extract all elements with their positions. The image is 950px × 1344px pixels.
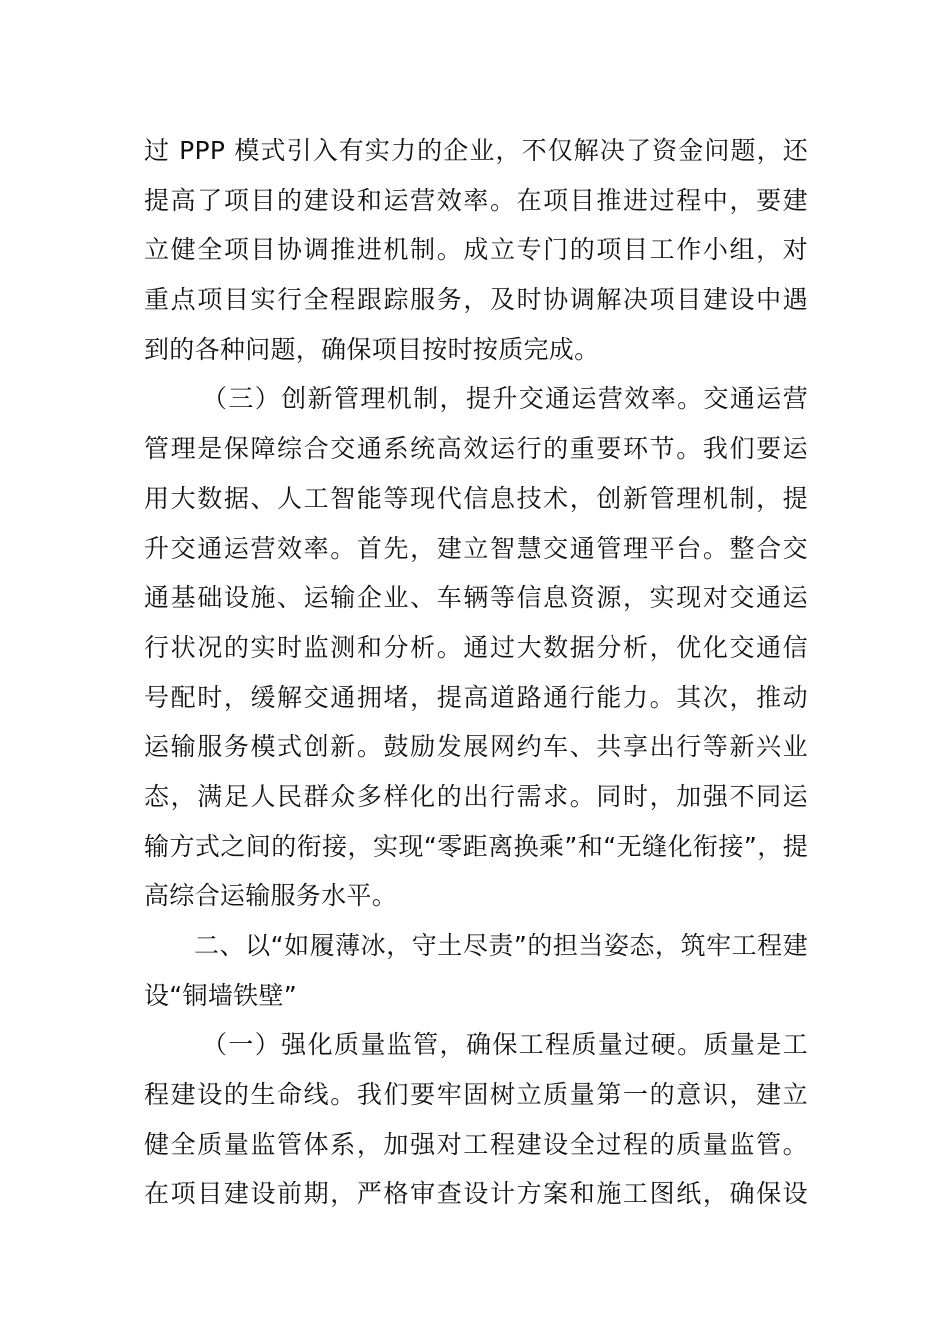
text-line: 运输服务模式创新。鼓励发展网约车、共享出行等新兴业 — [144, 732, 808, 762]
text-line: 提高了项目的建设和运营效率。在项目推进过程中，要建 — [144, 185, 808, 215]
text-line: （三）创新管理机制，提升交通运营效率。交通运营 — [202, 384, 808, 414]
section-heading: 设“铜墙铁壁” — [144, 980, 298, 1010]
text-line: 高综合运输服务水平。 — [144, 881, 398, 911]
text-line: 管理是保障综合交通系统高效运行的重要环节。我们要运 — [144, 434, 808, 464]
text-line: 输方式之间的衔接，实现“零距离换乘”和“无缝化衔接”，提 — [144, 831, 808, 861]
text-line: 健全质量监管体系，加强对工程建设全过程的质量监管。 — [144, 1129, 808, 1159]
text-line: 过 PPP 模式引入有实力的企业，不仅解决了资金问题，还 — [144, 136, 808, 165]
text-line: 立健全项目协调推进机制。成立专门的项目工作小组，对 — [144, 235, 808, 265]
text-line: 到的各种问题，确保项目按时按质完成。 — [144, 334, 600, 364]
section-heading: 二、以“如履薄冰，守土尽责”的担当姿态，筑牢工程建 — [194, 931, 808, 960]
text-line: 用大数据、人工智能等现代信息技术，创新管理机制，提 — [144, 483, 808, 513]
text-line: 升交通运营效率。首先，建立智慧交通管理平台。整合交 — [144, 533, 808, 563]
text-line: 重点项目实行全程跟踪服务，及时协调解决项目建设中遇 — [144, 285, 808, 315]
text-line: 态，满足人民群众多样化的出行需求。同时，加强不同运 — [144, 781, 808, 811]
body-text — [144, 126, 808, 1219]
text-line: 行状况的实时监测和分析。通过大数据分析，优化交通信 — [144, 632, 808, 662]
text-line: 号配时，缓解交通拥堵，提高道路通行能力。其次，推动 — [144, 682, 808, 712]
text-line: （一）强化质量监管，确保工程质量过硬。质量是工 — [202, 1030, 808, 1060]
text-line: 在项目建设前期，严格审查设计方案和施工图纸，确保设 — [144, 1179, 808, 1209]
text-line: 通基础设施、运输企业、车辆等信息资源，实现对交通运 — [144, 583, 808, 613]
text-line: 程建设的生命线。我们要牢固树立质量第一的意识，建立 — [144, 1080, 808, 1110]
